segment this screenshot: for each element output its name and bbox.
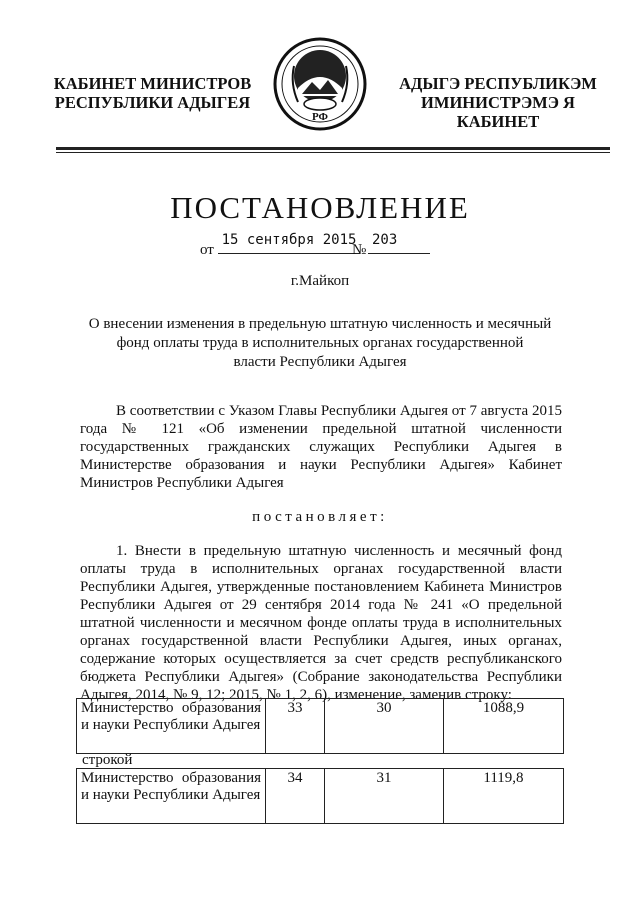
document-subject: О внесении изменения в предельную штатную численность и месячный фонд оплаты труда в исполнительных органах государственной власти Республики Адыгея xyxy=(88,316,552,370)
number-prefix: № xyxy=(352,242,367,258)
preamble-paragraph xyxy=(80,402,562,492)
table-cell-value: 33 xyxy=(266,699,325,754)
org-name-adyghe: АДЫГЭ РЕСПУБЛИКЭМ ИМИНИСТРЭМЭ Я КАБИНЕТ xyxy=(399,74,597,131)
document-number: 203 xyxy=(372,232,398,248)
connector-text: строкой xyxy=(82,752,133,768)
table-cell-value: 1088,9 xyxy=(444,699,564,754)
item-1-text: 1. Внести в предельную штатную численность и месячный фонд оплаты труда в исполнительных органах государственной власти Республики Адыгея, утвержденные постановлением Кабинета Министров Республики Адыгея от 29 сентября 2014 года № 241 «О предельной штатной численности и месячном фонде оплаты труда в исполнительных органах государственной власти Республики Адыгея, иных органах, содержание которых осуществляется за счет средств республиканского бюджета Республики Адыгея» (Собрание законодательства Республики Адыгея, 2014, № 9, 12; 2015, № 1, 2, 6), изменение, заменив строку: xyxy=(80,543,562,703)
emblem-text: РФ xyxy=(312,111,328,123)
table-cell-value: 30 xyxy=(325,699,444,754)
table-cell-value: 1119,8 xyxy=(444,769,564,824)
table-cell-value: 31 xyxy=(325,769,444,824)
new-row-table xyxy=(76,768,564,824)
header-rule-thin xyxy=(56,152,610,153)
document-date: 15 сентября 2015 xyxy=(221,232,357,248)
city: г.Майкоп xyxy=(290,273,350,289)
date-prefix: от xyxy=(200,242,214,258)
date-number-line xyxy=(200,230,440,256)
number-underline xyxy=(368,253,430,254)
coat-of-arms-icon xyxy=(272,36,368,132)
header-rule xyxy=(56,147,610,150)
item-1-paragraph xyxy=(80,542,562,704)
date-underline xyxy=(218,253,360,254)
table-row xyxy=(77,769,564,824)
resolves-heading: постановляет: xyxy=(252,509,388,525)
preamble-text: В соответствии с Указом Главы Республики Адыгея от 7 августа 2015 года № 121 «Об изменении предельной штатной численности государственных гражданских служащих Республики Адыгея в Министерстве образования и науки Республики Адыгея» Кабинет Министров Республики Адыгея xyxy=(80,403,562,491)
table-cell-name: Министерство образования и науки Республики Адыгея xyxy=(77,769,266,824)
document-title: ПОСТАНОВЛЕНИЕ xyxy=(170,190,470,225)
table-cell-name: Министерство образования и науки Республики Адыгея xyxy=(77,699,266,754)
org-name-russian: КАБИНЕТ МИНИСТРОВ РЕСПУБЛИКИ АДЫГЕЯ xyxy=(53,74,252,112)
table-row xyxy=(77,699,564,754)
table-cell-value: 34 xyxy=(266,769,325,824)
old-row-table xyxy=(76,698,564,754)
